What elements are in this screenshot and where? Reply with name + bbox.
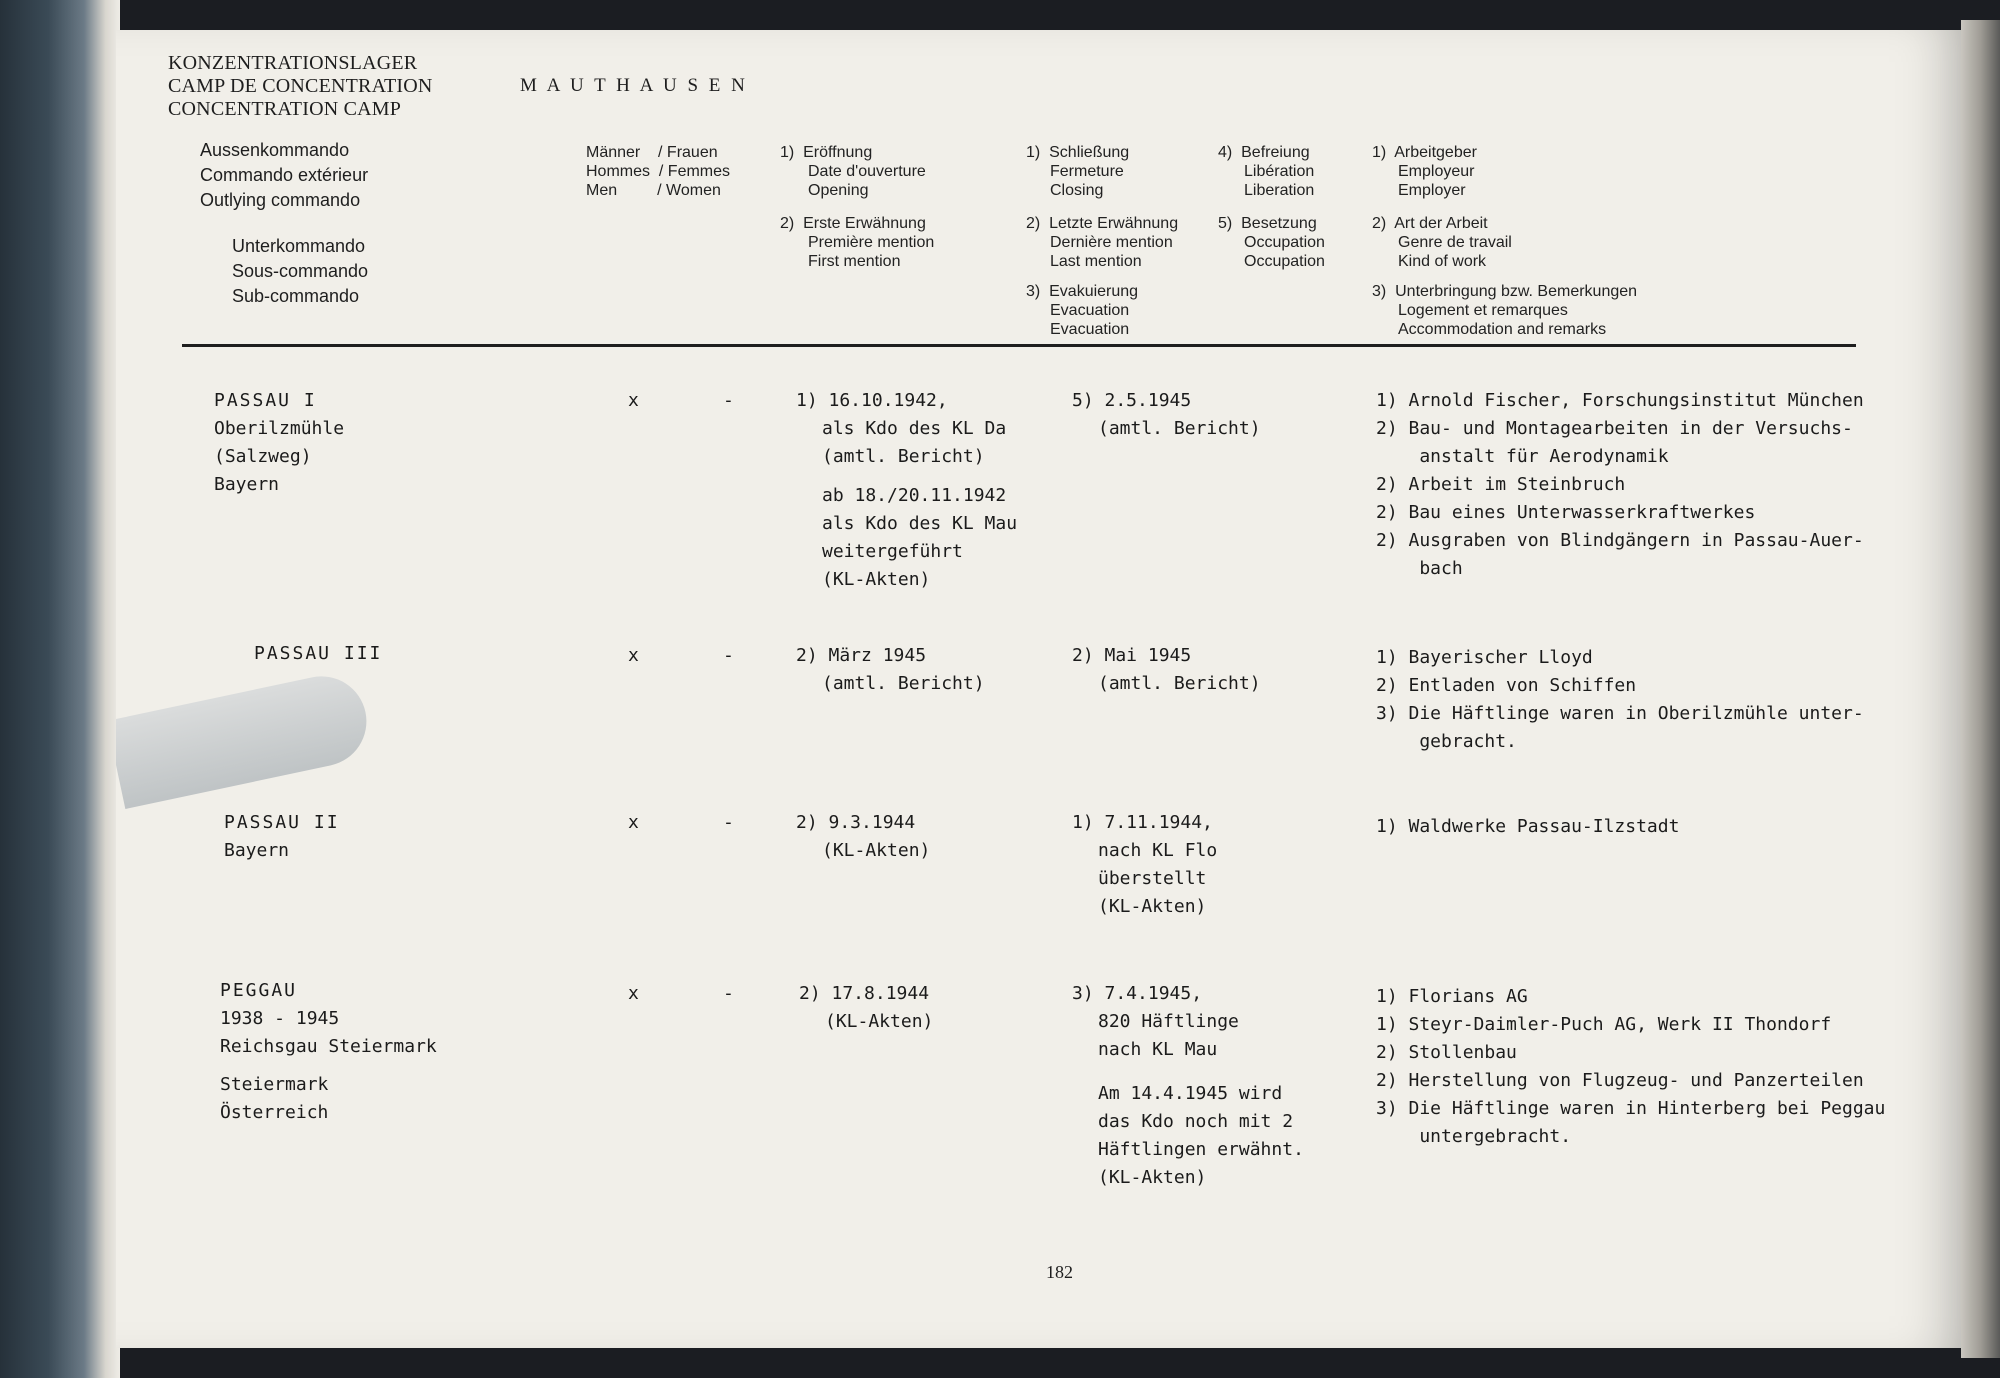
outlying-commando-heading: Aussenkommando Commando extérieur Outlying commando xyxy=(200,140,369,210)
entry-passau-ii-women: - xyxy=(723,812,734,833)
sub-commando-heading: Unterkommando Sous-commando Sub-commando xyxy=(232,236,369,306)
entry-passau-ii-name: PASSAU II Bayern xyxy=(224,812,340,861)
page-stack-edge xyxy=(1961,20,2000,1358)
entry-passau-ii-opening: 2) 9.3.1944 (KL-Akten) xyxy=(796,812,931,861)
page-number: 182 xyxy=(1046,1262,1073,1282)
entry-passau-iii-work: 1) Bayerischer Lloyd 2) Entladen von Schiffen 3) Die Häftlinge waren in Oberilzmühle unter- gebracht. xyxy=(1376,647,1864,752)
closing-heading: 1) Schließung Fermeture Closing xyxy=(1026,144,1130,199)
evacuation-heading: 3) Evakuierung Evacuation Evacuation xyxy=(1026,283,1139,338)
liberation-heading: 4) Befreiung Libération Liberation xyxy=(1218,144,1315,199)
work-heading: 2) Art der Arbeit Genre de travail Kind of work xyxy=(1372,215,1512,270)
occupation-heading: 5) Besetzung Occupation Occupation xyxy=(1218,215,1325,270)
book-page xyxy=(116,30,1961,1348)
first-mention-heading: 2) Erste Erwähnung Première mention First mention xyxy=(780,215,935,270)
opening-heading: 1) Eröffnung Date d'ouverture Opening xyxy=(780,144,926,199)
entry-passau-i-opening: 1) 16.10.1942, als Kdo des KL Da (amtl. Bericht) xyxy=(796,390,1007,467)
header-rule xyxy=(182,344,1856,347)
entry-peggau-region: Steiermark Österreich xyxy=(220,1074,329,1123)
entry-passau-i-men: x xyxy=(628,390,639,411)
entry-passau-i-name: PASSAU I Oberilzmühle (Salzweg) Bayern xyxy=(214,390,345,495)
entry-passau-iii-closing: 2) Mai 1945 (amtl. Bericht) xyxy=(1072,645,1261,694)
entry-passau-iii-men: x xyxy=(628,645,639,666)
entry-passau-iii-name: PASSAU III xyxy=(254,643,383,664)
entry-passau-ii-men: x xyxy=(628,812,639,833)
camp-label: KONZENTRATIONSLAGER CAMP DE CONCENTRATION CONCENTRATION CAMP xyxy=(168,52,433,120)
remarks-heading: 3) Unterbringung bzw. Bemerkungen Logement et remarques Accommodation and remarks xyxy=(1372,283,1638,338)
entry-passau-ii-work: 1) Waldwerke Passau-Ilzstadt xyxy=(1376,816,1680,837)
employer-heading: 1) Arbeitgeber Employeur Employer xyxy=(1372,144,1477,199)
entry-peggau-opening: 2) 17.8.1944 (KL-Akten) xyxy=(799,983,934,1032)
entry-passau-i-women: - xyxy=(723,390,734,411)
bookmark-clip xyxy=(116,668,375,809)
entry-peggau-men: x xyxy=(628,983,639,1004)
entry-passau-i-opening-extra: ab 18./20.11.1942 als Kdo des KL Mau weitergeführt (KL-Akten) xyxy=(822,485,1018,590)
entry-peggau-name: PEGGAU 1938 - 1945 Reichsgau Steiermark xyxy=(220,980,437,1057)
entry-peggau-women: - xyxy=(723,983,734,1004)
men-women-heading: Männer / Frauen Hommes / Femmes Men / Women xyxy=(586,144,731,199)
entry-peggau-work: 1) Florians AG 1) Steyr-Daimler-Puch AG, Werk II Thondorf 2) Stollenbau 2) Herstellung von Flugzeug- und Panzerteilen 3) Die Häftlinge waren in Hinterberg bei Peggau untergebracht. xyxy=(1376,986,1886,1147)
entry-peggau-closing: 3) 7.4.1945, 820 Häftlinge nach KL Mau xyxy=(1072,983,1239,1060)
camp-name: M A U T H A U S E N xyxy=(520,75,748,96)
book-spine xyxy=(0,0,120,1378)
last-mention-heading: 2) Letzte Erwähnung Dernière mention Last mention xyxy=(1026,215,1179,270)
entry-passau-ii-closing: 1) 7.11.1944, nach KL Flo überstellt (KL-Akten) xyxy=(1072,812,1218,917)
entry-passau-i-work: 1) Arnold Fischer, Forschungsinstitut München 2) Bau- und Montagearbeiten in der Versuchs- anstalt für Aerodynamik 2) Arbeit im Steinbruch 2) Bau eines Unterwasserkraftwerkes 2) Ausgraben von Blindgängern in Passau-Auer- bach xyxy=(1376,390,1864,579)
entry-passau-iii-women: - xyxy=(723,645,734,666)
entry-passau-iii-opening: 2) März 1945 (amtl. Bericht) xyxy=(796,645,985,694)
entry-peggau-closing-extra: Am 14.4.1945 wird das Kdo noch mit 2 Häftlingen erwähnt. (KL-Akten) xyxy=(1098,1083,1304,1188)
entry-passau-i-closing: 5) 2.5.1945 (amtl. Bericht) xyxy=(1072,390,1261,439)
